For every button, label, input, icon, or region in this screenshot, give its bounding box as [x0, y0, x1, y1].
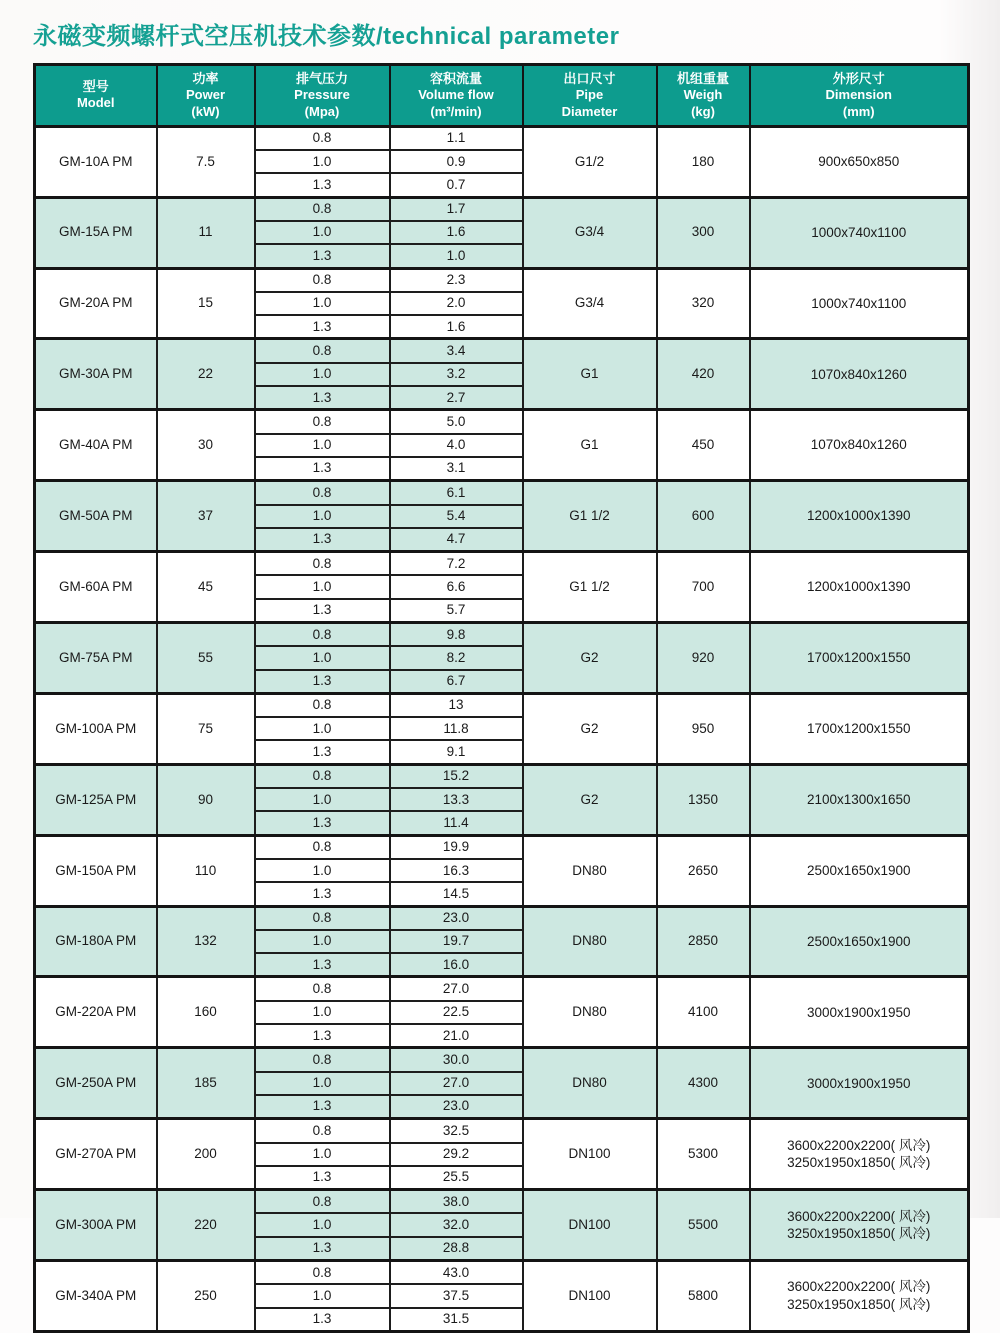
weight-cell: 5500 [657, 1190, 750, 1261]
pressure-cell: 0.8 [255, 197, 390, 221]
pressure-cell: 1.0 [255, 363, 390, 386]
model-cell: GM-220A PM [35, 977, 157, 1048]
volume-cell: 5.0 [390, 410, 523, 434]
pressure-cell: 0.8 [255, 1048, 390, 1072]
pressure-cell: 1.3 [255, 599, 390, 623]
volume-cell: 30.0 [390, 1048, 523, 1072]
model-cell: GM-100A PM [35, 693, 157, 764]
volume-cell: 1.6 [390, 221, 523, 244]
page-title-chinese: 永磁变频螺杆式空压机技术参数 [33, 23, 376, 50]
pressure-cell: 1.3 [255, 1166, 390, 1190]
dimension-cell: 2500x1650x1900 [750, 835, 969, 906]
volume-cell: 16.3 [390, 859, 523, 882]
pressure-cell: 1.3 [255, 528, 390, 552]
volume-cell: 2.0 [390, 292, 523, 315]
pressure-cell: 1.0 [255, 788, 390, 811]
dimension-cell: 2100x1300x1650 [750, 764, 969, 835]
pressure-cell: 0.8 [255, 906, 390, 930]
pressure-cell: 0.8 [255, 977, 390, 1001]
row-gm-220a-pm-sub1 [35, 977, 969, 1001]
pressure-cell: 1.3 [255, 386, 390, 410]
column-header-volume: 容积流量 Volume flow (m³/min) [390, 65, 523, 127]
weight-cell: 5300 [657, 1119, 750, 1190]
table-body [35, 126, 969, 1331]
pipe-cell: G1 1/2 [523, 552, 657, 623]
row-gm-150a-pm-sub1 [35, 835, 969, 859]
volume-cell: 21.0 [390, 1024, 523, 1048]
volume-cell: 11.8 [390, 717, 523, 740]
weight-cell: 920 [657, 622, 750, 693]
pipe-cell: G1 [523, 410, 657, 481]
pressure-cell: 1.0 [255, 859, 390, 882]
pressure-cell: 1.3 [255, 882, 390, 906]
power-cell: 75 [157, 693, 255, 764]
weight-cell: 320 [657, 268, 750, 339]
volume-cell: 32.0 [390, 1213, 523, 1236]
model-cell: GM-270A PM [35, 1119, 157, 1190]
volume-cell: 43.0 [390, 1261, 523, 1285]
weight-cell: 2650 [657, 835, 750, 906]
volume-cell: 8.2 [390, 646, 523, 669]
pressure-cell: 0.8 [255, 1119, 390, 1143]
volume-cell: 27.0 [390, 977, 523, 1001]
power-cell: 90 [157, 764, 255, 835]
weight-cell: 450 [657, 410, 750, 481]
pressure-cell: 1.0 [255, 221, 390, 244]
weight-cell: 5800 [657, 1261, 750, 1332]
volume-cell: 19.9 [390, 835, 523, 859]
dimension-cell: 2500x1650x1900 [750, 906, 969, 977]
pressure-cell: 0.8 [255, 1261, 390, 1285]
volume-cell: 1.6 [390, 315, 523, 339]
power-cell: 15 [157, 268, 255, 339]
column-header-pressure: 排气压力 Pressure (Mpa) [255, 65, 390, 127]
pressure-cell: 0.8 [255, 693, 390, 717]
weight-cell: 180 [657, 126, 750, 197]
pipe-cell: DN100 [523, 1119, 657, 1190]
column-header-weight: 机组重量 Weigh (kg) [657, 65, 750, 127]
pressure-cell: 0.8 [255, 126, 390, 150]
dimension-cell: 3600x2200x2200( 风冷) 3250x1950x1850( 风冷) [750, 1261, 969, 1332]
dimension-cell: 1200x1000x1390 [750, 481, 969, 552]
pressure-cell: 1.3 [255, 1095, 390, 1119]
page-title [33, 16, 967, 51]
volume-cell: 7.2 [390, 552, 523, 576]
pressure-cell: 1.3 [255, 953, 390, 977]
volume-cell: 19.7 [390, 930, 523, 953]
dimension-cell: 1000x740x1100 [750, 268, 969, 339]
page-title-separator: / [376, 23, 384, 50]
volume-cell: 1.0 [390, 244, 523, 268]
power-cell: 160 [157, 977, 255, 1048]
pressure-cell: 1.0 [255, 646, 390, 669]
volume-cell: 31.5 [390, 1308, 523, 1332]
model-cell: GM-40A PM [35, 410, 157, 481]
row-gm-15a-pm-sub1 [35, 197, 969, 221]
dimension-cell: 3600x2200x2200( 风冷) 3250x1950x1850( 风冷) [750, 1119, 969, 1190]
volume-cell: 4.0 [390, 434, 523, 457]
volume-cell: 22.5 [390, 1001, 523, 1024]
model-cell: GM-250A PM [35, 1048, 157, 1119]
pipe-cell: DN80 [523, 906, 657, 977]
volume-cell: 29.2 [390, 1143, 523, 1166]
volume-cell: 2.3 [390, 268, 523, 292]
pipe-cell: G2 [523, 622, 657, 693]
power-cell: 250 [157, 1261, 255, 1332]
pipe-cell: DN80 [523, 977, 657, 1048]
volume-cell: 16.0 [390, 953, 523, 977]
model-cell: GM-300A PM [35, 1190, 157, 1261]
pressure-cell: 0.8 [255, 268, 390, 292]
volume-cell: 32.5 [390, 1119, 523, 1143]
pressure-cell: 1.0 [255, 292, 390, 315]
pressure-cell: 1.0 [255, 1213, 390, 1236]
dimension-cell: 1200x1000x1390 [750, 552, 969, 623]
pressure-cell: 1.3 [255, 1024, 390, 1048]
volume-cell: 6.7 [390, 670, 523, 694]
model-cell: GM-340A PM [35, 1261, 157, 1332]
table-header [35, 65, 969, 127]
volume-cell: 28.8 [390, 1237, 523, 1261]
power-cell: 45 [157, 552, 255, 623]
weight-cell: 300 [657, 197, 750, 268]
volume-cell: 1.1 [390, 126, 523, 150]
model-cell: GM-150A PM [35, 835, 157, 906]
row-gm-180a-pm-sub1 [35, 906, 969, 930]
volume-cell: 38.0 [390, 1190, 523, 1214]
pressure-cell: 1.3 [255, 1308, 390, 1332]
column-header-dimension: 外形尺寸 Dimension (mm) [750, 65, 969, 127]
model-cell: GM-125A PM [35, 764, 157, 835]
volume-cell: 27.0 [390, 1072, 523, 1095]
row-gm-10a-pm-sub1 [35, 126, 969, 150]
model-cell: GM-15A PM [35, 197, 157, 268]
power-cell: 110 [157, 835, 255, 906]
weight-cell: 2850 [657, 906, 750, 977]
pressure-cell: 1.0 [255, 1001, 390, 1024]
volume-cell: 3.4 [390, 339, 523, 363]
volume-cell: 9.1 [390, 740, 523, 764]
volume-cell: 5.4 [390, 505, 523, 528]
pressure-cell: 1.3 [255, 811, 390, 835]
volume-cell: 6.1 [390, 481, 523, 505]
pressure-cell: 0.8 [255, 410, 390, 434]
power-cell: 220 [157, 1190, 255, 1261]
pressure-cell: 0.8 [255, 764, 390, 788]
power-cell: 7.5 [157, 126, 255, 197]
dimension-cell: 1070x840x1260 [750, 339, 969, 410]
pressure-cell: 1.3 [255, 670, 390, 694]
model-cell: GM-60A PM [35, 552, 157, 623]
pressure-cell: 1.3 [255, 315, 390, 339]
pipe-cell: DN100 [523, 1190, 657, 1261]
pressure-cell: 1.3 [255, 173, 390, 197]
pressure-cell: 1.3 [255, 1237, 390, 1261]
volume-cell: 23.0 [390, 1095, 523, 1119]
pressure-cell: 1.0 [255, 575, 390, 598]
power-cell: 200 [157, 1119, 255, 1190]
volume-cell: 37.5 [390, 1284, 523, 1307]
page-title-english: technical parameter [383, 23, 620, 50]
row-gm-40a-pm-sub1 [35, 410, 969, 434]
volume-cell: 25.5 [390, 1166, 523, 1190]
volume-cell: 15.2 [390, 764, 523, 788]
model-cell: GM-75A PM [35, 622, 157, 693]
power-cell: 132 [157, 906, 255, 977]
row-gm-75a-pm-sub1 [35, 622, 969, 646]
row-gm-125a-pm-sub1 [35, 764, 969, 788]
power-cell: 185 [157, 1048, 255, 1119]
volume-cell: 3.2 [390, 363, 523, 386]
pressure-cell: 0.8 [255, 552, 390, 576]
power-cell: 30 [157, 410, 255, 481]
pressure-cell: 1.0 [255, 505, 390, 528]
dimension-cell: 3000x1900x1950 [750, 977, 969, 1048]
row-gm-270a-pm-sub1 [35, 1119, 969, 1143]
model-cell: GM-20A PM [35, 268, 157, 339]
pipe-cell: G2 [523, 764, 657, 835]
power-cell: 37 [157, 481, 255, 552]
dimension-cell: 1070x840x1260 [750, 410, 969, 481]
pressure-cell: 1.0 [255, 1143, 390, 1166]
volume-cell: 3.1 [390, 457, 523, 481]
pressure-cell: 1.0 [255, 1072, 390, 1095]
pressure-cell: 1.0 [255, 434, 390, 457]
volume-cell: 13.3 [390, 788, 523, 811]
column-header-pipe: 出口尺寸 Pipe Diameter [523, 65, 657, 127]
weight-cell: 4300 [657, 1048, 750, 1119]
dimension-cell: 1000x740x1100 [750, 197, 969, 268]
pipe-cell: DN80 [523, 1048, 657, 1119]
volume-cell: 2.7 [390, 386, 523, 410]
volume-cell: 11.4 [390, 811, 523, 835]
volume-cell: 5.7 [390, 599, 523, 623]
pressure-cell: 0.8 [255, 481, 390, 505]
model-cell: GM-50A PM [35, 481, 157, 552]
row-gm-300a-pm-sub1 [35, 1190, 969, 1214]
volume-cell: 9.8 [390, 622, 523, 646]
pressure-cell: 1.3 [255, 740, 390, 764]
volume-cell: 0.9 [390, 150, 523, 173]
technical-parameter-table [33, 63, 970, 1333]
pipe-cell: G3/4 [523, 268, 657, 339]
dimension-cell: 3600x2200x2200( 风冷) 3250x1950x1850( 风冷) [750, 1190, 969, 1261]
pipe-cell: G2 [523, 693, 657, 764]
pipe-cell: G3/4 [523, 197, 657, 268]
row-gm-100a-pm-sub1 [35, 693, 969, 717]
row-gm-250a-pm-sub1 [35, 1048, 969, 1072]
column-header-model: 型号 Model [35, 65, 157, 127]
weight-cell: 420 [657, 339, 750, 410]
pressure-cell: 0.8 [255, 339, 390, 363]
pipe-cell: G1 1/2 [523, 481, 657, 552]
dimension-cell: 900x650x850 [750, 126, 969, 197]
volume-cell: 13 [390, 693, 523, 717]
pipe-cell: DN80 [523, 835, 657, 906]
row-gm-50a-pm-sub1 [35, 481, 969, 505]
pressure-cell: 1.3 [255, 244, 390, 268]
volume-cell: 4.7 [390, 528, 523, 552]
dimension-cell: 1700x1200x1550 [750, 622, 969, 693]
volume-cell: 0.7 [390, 173, 523, 197]
weight-cell: 950 [657, 693, 750, 764]
power-cell: 55 [157, 622, 255, 693]
pipe-cell: DN100 [523, 1261, 657, 1332]
pressure-cell: 0.8 [255, 622, 390, 646]
pressure-cell: 1.0 [255, 930, 390, 953]
model-cell: GM-30A PM [35, 339, 157, 410]
model-cell: GM-10A PM [35, 126, 157, 197]
weight-cell: 1350 [657, 764, 750, 835]
power-cell: 22 [157, 339, 255, 410]
dimension-cell: 1700x1200x1550 [750, 693, 969, 764]
volume-cell: 1.7 [390, 197, 523, 221]
volume-cell: 6.6 [390, 575, 523, 598]
pipe-cell: G1 [523, 339, 657, 410]
power-cell: 11 [157, 197, 255, 268]
weight-cell: 700 [657, 552, 750, 623]
dimension-cell: 3000x1900x1950 [750, 1048, 969, 1119]
pipe-cell: G1/2 [523, 126, 657, 197]
pressure-cell: 1.0 [255, 1284, 390, 1307]
row-gm-30a-pm-sub1 [35, 339, 969, 363]
column-header-power: 功率 Power (kW) [157, 65, 255, 127]
pressure-cell: 0.8 [255, 1190, 390, 1214]
row-gm-340a-pm-sub1 [35, 1261, 969, 1285]
pressure-cell: 1.0 [255, 150, 390, 173]
pressure-cell: 0.8 [255, 835, 390, 859]
row-gm-60a-pm-sub1 [35, 552, 969, 576]
weight-cell: 600 [657, 481, 750, 552]
pressure-cell: 1.3 [255, 457, 390, 481]
table-header-row [35, 65, 969, 127]
row-gm-20a-pm-sub1 [35, 268, 969, 292]
model-cell: GM-180A PM [35, 906, 157, 977]
pressure-cell: 1.0 [255, 717, 390, 740]
weight-cell: 4100 [657, 977, 750, 1048]
volume-cell: 23.0 [390, 906, 523, 930]
volume-cell: 14.5 [390, 882, 523, 906]
